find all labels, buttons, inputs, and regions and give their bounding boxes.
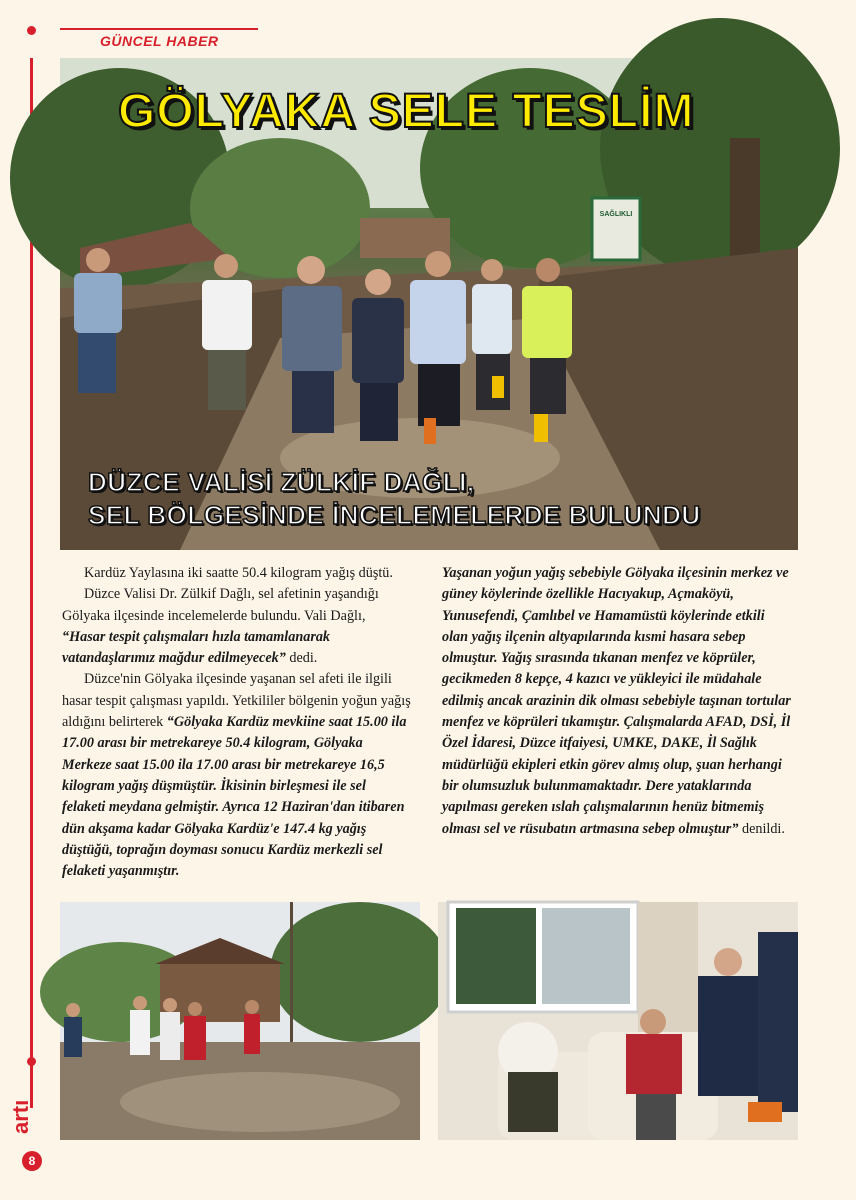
bottom-red-dot [27, 1057, 36, 1066]
magazine-logo [8, 1082, 42, 1152]
article-right-column [442, 563, 792, 840]
photo-flood-site [60, 902, 420, 1140]
paragraph-3-text: Düzce'nin Gölyaka ilçesinde yaşanan sel afeti ile ilgili hasar tespit çalışması yapıldı. Yetkililer bölgenin yoğun yağış aldığını belirterek [62, 671, 411, 731]
sign-text: SAĞLIKLI [599, 211, 633, 218]
article-left-column [62, 563, 412, 882]
officials-quote: “Gölyaka Kardüz mevkiine saat 15.00 ila 17.00 arası bir metrekareye 50.4 kilogram, Gölyaka Merkeze saat 15.00 ila 17.00 arası bir metrekareye 16,5 kilogram yağış düşmüştür. İkisinin birleşmesi ile sel felaketi meydana gelmiştir. Ayrıca 12 Haziran'dan itibaren dün akşama kadar Gölyaka Kardüz'e 147.4 kg yağış düştüğü, toprağın doyması sonucu Kardüz merkezli sel felaketi yaşanmıştır. [62, 714, 407, 880]
section-label: GÜNCEL HABER [100, 33, 219, 49]
paragraph-2 [62, 584, 412, 669]
paragraph-2-text: Düzce Valisi Dr. Zülkif Dağlı, sel afetinin yaşandığı Gölyaka ilçesinde incelemelerde bulundu. Vali Dağlı, [62, 586, 379, 624]
paragraph-3 [62, 669, 412, 882]
magazine-logo-text: artı [8, 1099, 33, 1134]
paragraph-4-end: denildi. [738, 820, 785, 837]
subhead-line-1: DÜZCE VALİSİ ZÜLKİF DAĞLI, [88, 467, 475, 497]
photo-visit-home [438, 902, 798, 1140]
subhead-line-2: SEL BÖLGESİNDE İNCELEMELERDE BULUNDU [88, 500, 701, 530]
paragraph-4 [442, 563, 792, 840]
hero-photo [60, 58, 798, 550]
governor-quote: “Hasar tespit çalışmaları hızla tamamlanarak vatandaşlarımız mağdur edilmeyecek” [62, 628, 331, 667]
headline: GÖLYAKA SELE TESLİM [118, 85, 695, 138]
subheadline [88, 466, 701, 532]
paragraph-2-end: dedi. [285, 650, 318, 667]
top-red-dot [27, 26, 36, 35]
page-number: 8 [22, 1151, 42, 1171]
officials-quote-continued: Yaşanan yoğun yağış sebebiyle Gölyaka ilçesinin merkez ve güney köylerinde özellikle Hacıyakup, Açmaköyü, Yunusefendi, Çamlıbel ve Hamamüstü köylerinde etkili olan yağış ilçenin altyapılarında kısmi hasara sebep olmuştur. Yağış sırasında tıkanan menfez ve köprüler, gecikmeden 8 kepçe, 4 kazıcı ve yükleyici ile müdahale edilmiş ancak arazinin dik olması sebebiyle taşınan tortular menfez ve köprüleri tıkamıştır. Çalışmalarda AFAD, DSİ, İl Özel İdaresi, Düzce itfaiyesi, UMKE, DAKE, İl Sağlık müdürlüğü ekipleri etkin görev almış olup, şuan herhangi bir olumsuzluk bulunmamaktadır. Dere yataklarında yapılması gereken ıslah çalışmalarının henüz bitmemiş olması sel ve rüsubatın artmasına sebep olmuştur” [442, 565, 791, 837]
header-line [60, 28, 258, 30]
paragraph-1: Kardüz Yaylasına iki saatte 50.4 kilogram yağış düştü. [84, 565, 393, 581]
